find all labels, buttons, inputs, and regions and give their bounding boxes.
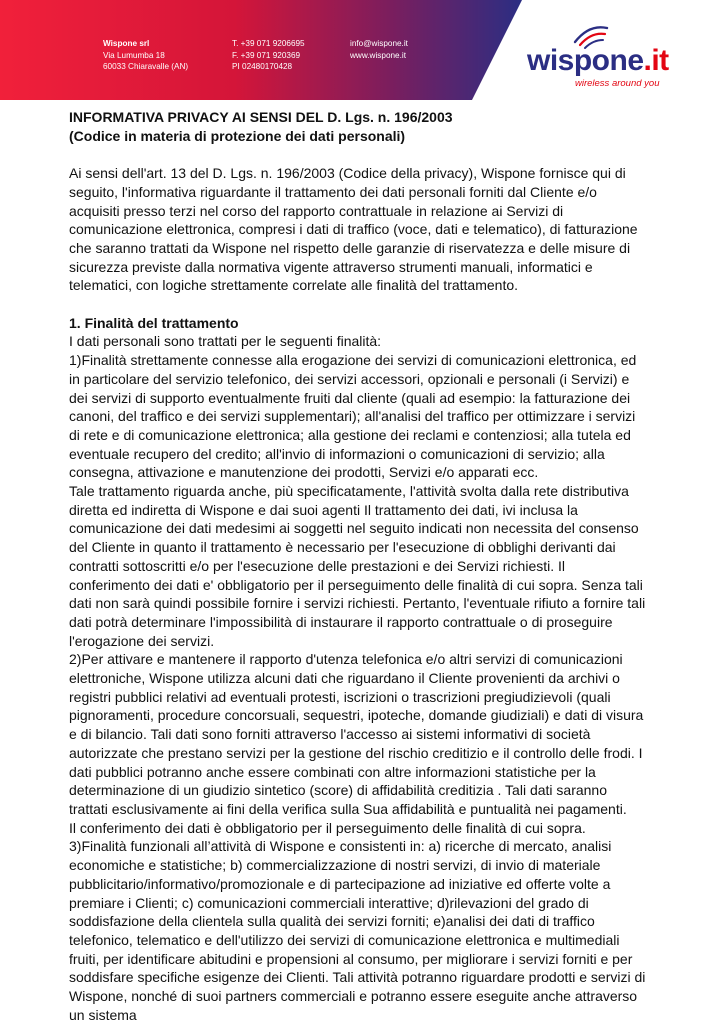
phone-number: T. +39 071 9206695 bbox=[232, 39, 305, 48]
document-subtitle: (Codice in materia di protezione dei dati personali) bbox=[69, 127, 406, 144]
contact-phone-block bbox=[232, 38, 305, 73]
logo-wordmark-main: wispone bbox=[527, 44, 644, 77]
paragraph-mandatory: Il conferimento dei dati è obbligatorio per il perseguimento delle finalità di cui sopra. bbox=[69, 819, 586, 836]
contact-web-block bbox=[350, 38, 408, 61]
logo-wordmark bbox=[527, 44, 669, 78]
intro-paragraph: Ai sensi dell'art. 13 del D. Lgs. n. 196/2003 (Codice della privacy), Wispone fornisce qui di seguito, l'informativa riguardante il trattamento dei dati personali forniti dal Cliente e/o acquisiti presso terzi nel corso del rapporto contrattuale in relazione ai Servizi di comunicazione elettronica, compresi i dati di traffico (voce, dati e telematico), di fatturazione che saranno trattati da Wispone nel rispetto delle garanzie di riservatezza e delle misure di sicurezza previste dalla normativa vigente attraverso strumenti manuali, informatici e telematici, con logiche strettamente correlate alle finalità del trattamento. bbox=[69, 165, 638, 294]
company-name: Wispone srl bbox=[103, 39, 150, 48]
paragraph-distribution: Tale trattamento riguarda anche, più specificatamente, l'attività svolta dalla rete distributiva diretta ed indiretta di Wispone e dai suoi agenti Il trattamento dei dati, ivi inclusa la comunicazione dei dati medesimi ai soggetti nel seguito indicati non necessita del consenso del Cliente in quanto il trattamento è necessario per l'esecuzione di obblighi derivanti dai contratti sottoscritti e/o per l'esecuzione delle prestazioni e dei Servizi richiesti. Il conferimento dei dati e' obbligatorio per il perseguimento delle finalità di cui sopra. Senza tali dati non sarà quindi possibile fornire i servizi richiesti. Pertanto, l'eventuale rifiuto a fornire tali dati potrà determinare l'impossibilità di instaurare il rapporto contrattuale o di proseguire l'erogazione dei servizi. bbox=[69, 483, 646, 649]
vat-number: PI 02480170428 bbox=[232, 62, 293, 71]
privacy-document bbox=[69, 108, 649, 1024]
letterhead bbox=[0, 0, 725, 100]
fax-number: F. +39 071 920369 bbox=[232, 50, 301, 60]
document-title: INFORMATIVA PRIVACY AI SENSI DEL D. Lgs. n. 196/2003 bbox=[69, 109, 453, 125]
section-lead: I dati personali sono trattati per le seguenti finalità: bbox=[69, 333, 382, 350]
website-url: www.wispone.it bbox=[350, 50, 406, 60]
paragraph-purpose-3: 3)Finalità funzionali all’attività di Wispone e consistenti in: a) ricerche di mercato, analisi economiche e statistiche; b) commercializzazione di nostri servizi, di invio di materiale pubblicitario/informativo/promozionale e di partecipazione ad iniziative ed offerte volte a premiare i Clienti; c) comunicazioni commerciali interattive; d)rilevazioni del grado di soddisfazione della clientela sulla qualità dei servizi forniti; e)analisi dei dati di traffico telefonico, telematico e dell'utilizzo dei servizi di comunicazione elettronica e multimediali fruiti, per identificare abitudini e propensioni al consumo, per migliorare i servizi forniti e per soddisfare specifiche esigenze dei Clienti. Tali attività potranno riguardare prodotti e servizi di Wispone, nonché di suoi partners commerciali e potranno essere eseguite anche attraverso un sistema bbox=[69, 838, 646, 1023]
address-line2: 60033 Chiaravalle (AN) bbox=[103, 62, 189, 71]
section-heading: 1. Finalità del trattamento bbox=[69, 314, 239, 331]
email-address: info@wispone.it bbox=[350, 39, 408, 48]
company-address-block bbox=[103, 38, 188, 73]
logo-tagline: wireless around you bbox=[575, 78, 660, 89]
paragraph-purpose-2: 2)Per attivare e mantenere il rapporto d'utenza telefonica e/o altri servizi di comunicazioni elettroniche, Wispone utilizza alcuni dati che riguardano il Cliente provenienti da archivi o registri pubblici relativi ad eventuali protesti, iscrizioni o trascrizioni pregiudizievoli (quali pignoramenti, procedure concorsuali, sequestri, ipoteche, domande giudiziali) e dati di visura e di bilancio. Tali dati sono forniti attraverso l'accesso ai sistemi informativi di società autorizzate che prestano servizi per la gestione del rischio creditizio e il controllo delle frodi. I dati pubblici potranno anche essere combinati con altre informazioni statistiche per la determinazione di un giudizio sintetico (score) di affidabilità creditizia . Tali dati saranno trattati esclusivamente ai fini della verifica sulla Sua affidabilità e puntualità nei pagamenti. bbox=[69, 651, 644, 817]
wispone-logo bbox=[527, 20, 707, 90]
paragraph-purpose-1: 1)Finalità strettamente connesse alla erogazione dei servizi di comunicazioni elettronica, ed in particolare del servizio telefonico, dei servizi accessori, opzionali e personali (i Servizi) e dei servizi di supporto eventualmente fruiti dal cliente (quali ad esempio: la fatturazione dei canoni, del traffico e dei servizi supplementari); all'analisi del traffico per ottimizzare i servizi di rete e di comunicazione elettronica; alla gestione dei reclami e contenziosi; alla tutela ed eventuale recupero del credito; all'invio di informazioni o comunicazioni di servizio; alla consegna, attivazione e manutenzione dei prodotti, Servizi e/o apparati ecc. bbox=[69, 352, 637, 481]
address-line1: Via Lumumba 18 bbox=[103, 50, 165, 60]
logo-wordmark-tld: .it bbox=[643, 44, 669, 77]
